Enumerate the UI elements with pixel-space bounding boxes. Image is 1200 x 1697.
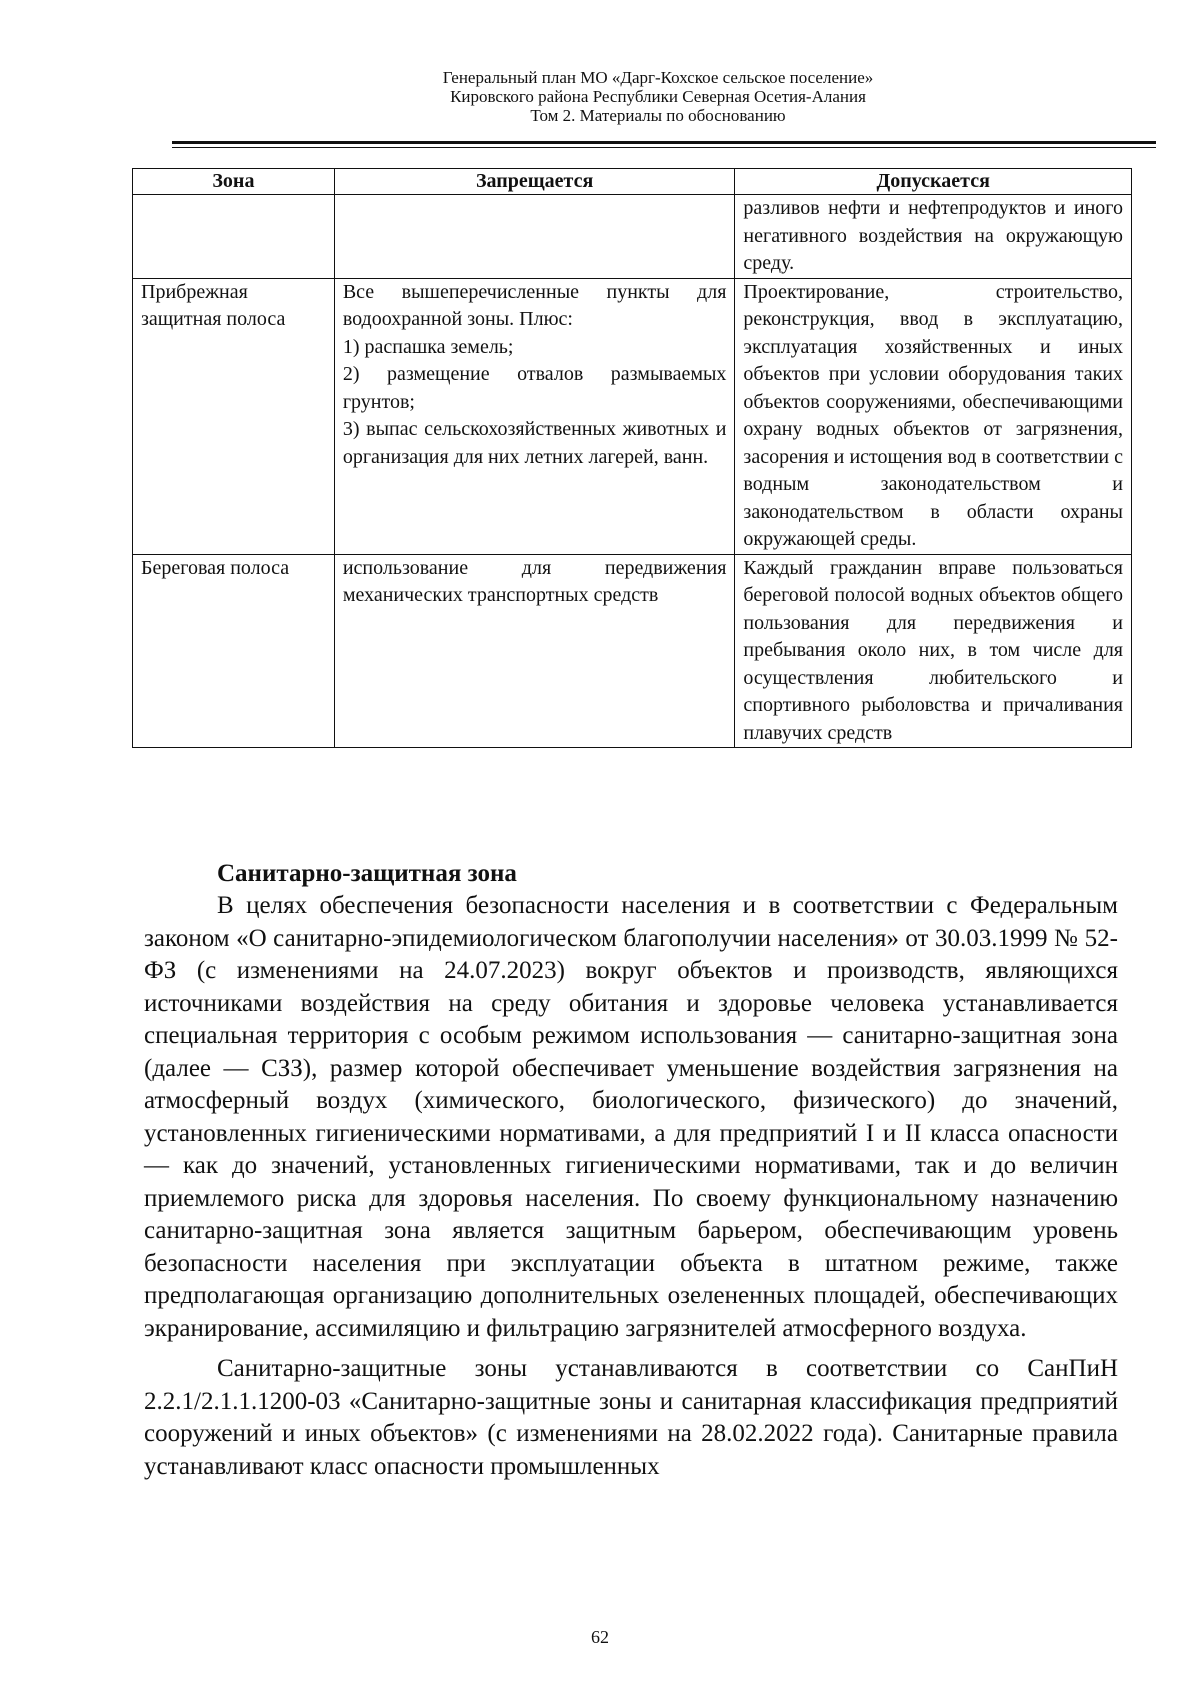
zones-table [132,168,1132,748]
column-header-allowed: Допускается [735,169,1132,195]
section-title: Санитарно-защитная зона [217,860,517,887]
header-line-2: Кировского района Республики Северная Осетия-Алания [450,87,866,106]
header-line-1: Генеральный план МО «Дарг-Кохское сельское поселение» [442,68,874,87]
prohibited-item: 1) распашка земель; [342,335,514,358]
zone-cell: Прибрежная защитная полоса [133,278,335,554]
zone-cell: Береговая полоса [133,554,335,748]
paragraph: В целях обеспечения безопасности населения и в соответствии с Федеральным законом «О санитарно-эпидемиологическом благополучии населения» от 30.03.1999 № 52-ФЗ (с изменениями на 24.07.2023) вокруг объектов и производств, являющихся источниками воздействия на среду обитания и здоровье человека устанавливается специальная территория с особым режимом использования — санитарно-защитная зона (далее — СЗЗ), размер которой обеспечивает уменьшение воздействия загрязнения на атмосферный воздух (химического, биологического, физического) до значений, установленных гигиеническими нормативами, а для предприятий I и II класса опасности — как до значений, установленных гигиеническими нормативами, так и до величин приемлемого риска для здоровья населения. По своему функциональному назначению санитарно-защитная зона является защитным барьером, обеспечивающим уровень безопасности населения при эксплуатации объекта в штатном режиме, также предполагающая организацию дополнительных озелененных площадей, обеспечивающих экранирование, ассимиляцию и фильтрацию загрязнителей атмосферного воздуха. [144,892,1118,1342]
prohibited-item: 3) выпас сельскохозяйственных животных и организация для них летних лагерей, ванн. [342,418,727,468]
prohibited-item: 2) размещение отвалов размываемых грунтов; [342,363,727,413]
header-rule-thick [172,141,1156,144]
prohibited-item: использование для передвижения механических транспортных средств [342,556,727,606]
prohibited-cell [334,278,735,554]
allowed-cell: Каждый гражданин вправе пользоваться береговой полосой водных объектов общего пользования для передвижения и пребывания около них, в том числе для осуществления любительского и спортивного рыболовства и причаливания плавучих средств [735,554,1132,748]
column-header-zone: Зона [133,169,335,195]
prohibited-item: Все вышеперечисленные пункты для водоохранной зоны. Плюс: [342,280,727,330]
page-number: 62 [591,1627,609,1647]
header-rule-thin [172,147,1156,148]
prohibited-cell [334,195,735,279]
header-line-3: Том 2. Материалы по обоснованию [530,106,786,125]
table-row [133,278,1132,554]
table-row [133,195,1132,279]
allowed-cell: разливов нефти и нефтепродуктов и иного негативного воздействия на окружающую среду. [735,195,1132,279]
document-header [160,68,1156,125]
allowed-cell: Проектирование, строительство, реконструкция, ввод в эксплуатацию, эксплуатация хозяйственных и иных объектов при условии оборудования таких объектов сооружениями, обеспечивающими охрану водных объектов от загрязнения, засорения и истощения вод в соответствии с водным законодательством и законодательством в области охраны окружающей среды. [735,278,1132,554]
section-body [144,890,1118,1491]
paragraph: Санитарно-защитные зоны устанавливаются в соответствии со СанПиН 2.2.1/2.1.1.1200-03 «Санитарно-защитные зоны и санитарная классификация предприятий сооружений и иных объектов» (с изменениями на 28.02.2022 года). Санитарные правила устанавливают класс опасности промышленных [144,1355,1118,1480]
zone-cell [133,195,335,279]
column-header-prohibited: Запрещается [334,169,735,195]
prohibited-cell [334,554,735,748]
table-row [133,554,1132,748]
table-header-row [133,169,1132,195]
